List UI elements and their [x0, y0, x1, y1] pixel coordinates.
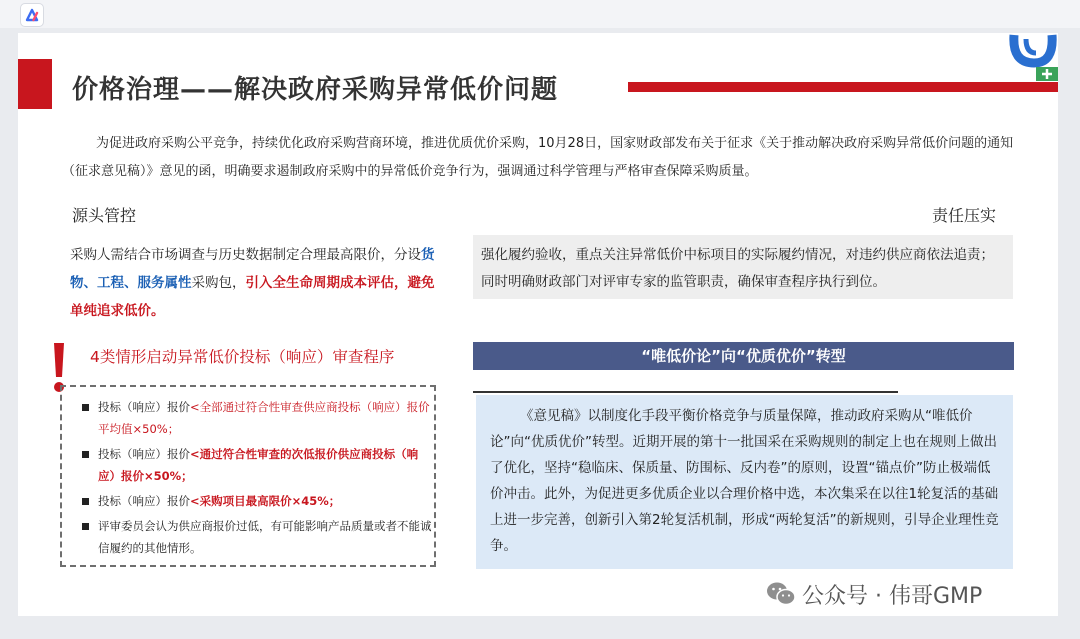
title-accent-block	[18, 59, 52, 109]
review-conditions-list	[82, 396, 432, 562]
list-item	[82, 515, 432, 559]
transform-text: 《意见稿》以制度化手段平衡价格竞争与质量保障，推动政府采购从“唯低价论”向“优质优价”转型。近期开展的第十一批国采在采购规则的制定上也在规则上做出了优化，坚持“稳临床、保质量、防围标、反内卷”的原则，设置“锚点价”防止极端低价冲击。此外，为促进更多优质企业以合理价格中选，本次集采在以往1轮复活的基础上进一步完善，创新引入第2轮复活机制，形成“两轮复活”的新规则，引导企业理性竞争。	[490, 408, 999, 554]
condition-emphasis: <采购项目最高限价×45%；	[190, 494, 341, 508]
responsibility-box	[473, 235, 1013, 299]
list-item	[82, 490, 432, 512]
title-underline-bar	[628, 82, 1058, 92]
source-control-heading: 源头管控	[72, 206, 137, 225]
wechat-account-name: 公众号 · 伟哥GMP	[802, 583, 983, 609]
wechat-watermark	[766, 578, 982, 610]
responsibility-heading: 责任压实	[932, 206, 997, 225]
condition-emphasis: <全部通过符合性审查供应商投标（响应）报价平均值×50%；	[98, 400, 430, 436]
transform-box	[476, 395, 1013, 569]
condition-prefix: 投标（响应）报价	[98, 494, 190, 508]
review-procedure-heading: 4类情形启动异常低价投标（响应）审查程序	[90, 348, 395, 366]
separator-1: 、	[83, 275, 97, 291]
corner-logo-icon	[1008, 33, 1058, 81]
divider	[473, 391, 898, 393]
condition-prefix: 投标（响应）报价	[98, 400, 190, 414]
responsibility-text: 强化履约验收，重点关注异常低价中标项目的实际履约情况，对违约供应商依法追责；同时明确财政部门对评审专家的监管职责，确保审查程序执行到位。	[481, 247, 994, 290]
separator-2: 、	[124, 275, 138, 291]
service-keyword: 服务属性	[137, 275, 192, 291]
condition-prefix: 投标（响应）报价	[98, 447, 190, 461]
list-item	[82, 443, 432, 487]
engineering-keyword: 工程	[97, 275, 124, 291]
intro-paragraph: 为促进政府采购公平竞争，持续优化政府采购营商环境，推进优质优价采购，10月28日，国家财政部发布关于征求《关于推动解决政府采购异常低价问题的通知（征求意见稿）》意见的函，明确要求遏制政府采购中的异常低价竞争行为，强调通过科学管理与严格审查保障采购质量。	[62, 136, 1014, 179]
slide-title: 价格治理——解决政府采购异常低价问题	[72, 75, 559, 105]
wechat-icon	[766, 581, 796, 607]
condition-emphasis: <通过符合性审查的次低报价供应商投标（响应）报价×50%；	[98, 447, 419, 483]
source-control-paragraph	[70, 241, 440, 325]
app-title-bar	[0, 0, 1080, 28]
source-control-text-2: 采购包，	[191, 275, 246, 291]
goods-keyword: 货物	[70, 247, 435, 291]
condition-prefix: 评审委员会认为供应商报价过低，有可能影响产品质量或者不能诚信履约的其他情形。	[98, 519, 432, 555]
slide	[18, 33, 1058, 616]
source-control-text-1: 采购人需结合市场调查与历史数据制定合理最高限价，分设	[70, 247, 421, 263]
app-logo-icon[interactable]	[20, 3, 44, 27]
list-item	[82, 396, 432, 440]
transform-banner: “唯低价论”向“优质优价”转型	[473, 342, 1014, 370]
lifecycle-emphasis: 引入全生命周期成本评估，避免单纯追求低价。	[70, 275, 435, 319]
